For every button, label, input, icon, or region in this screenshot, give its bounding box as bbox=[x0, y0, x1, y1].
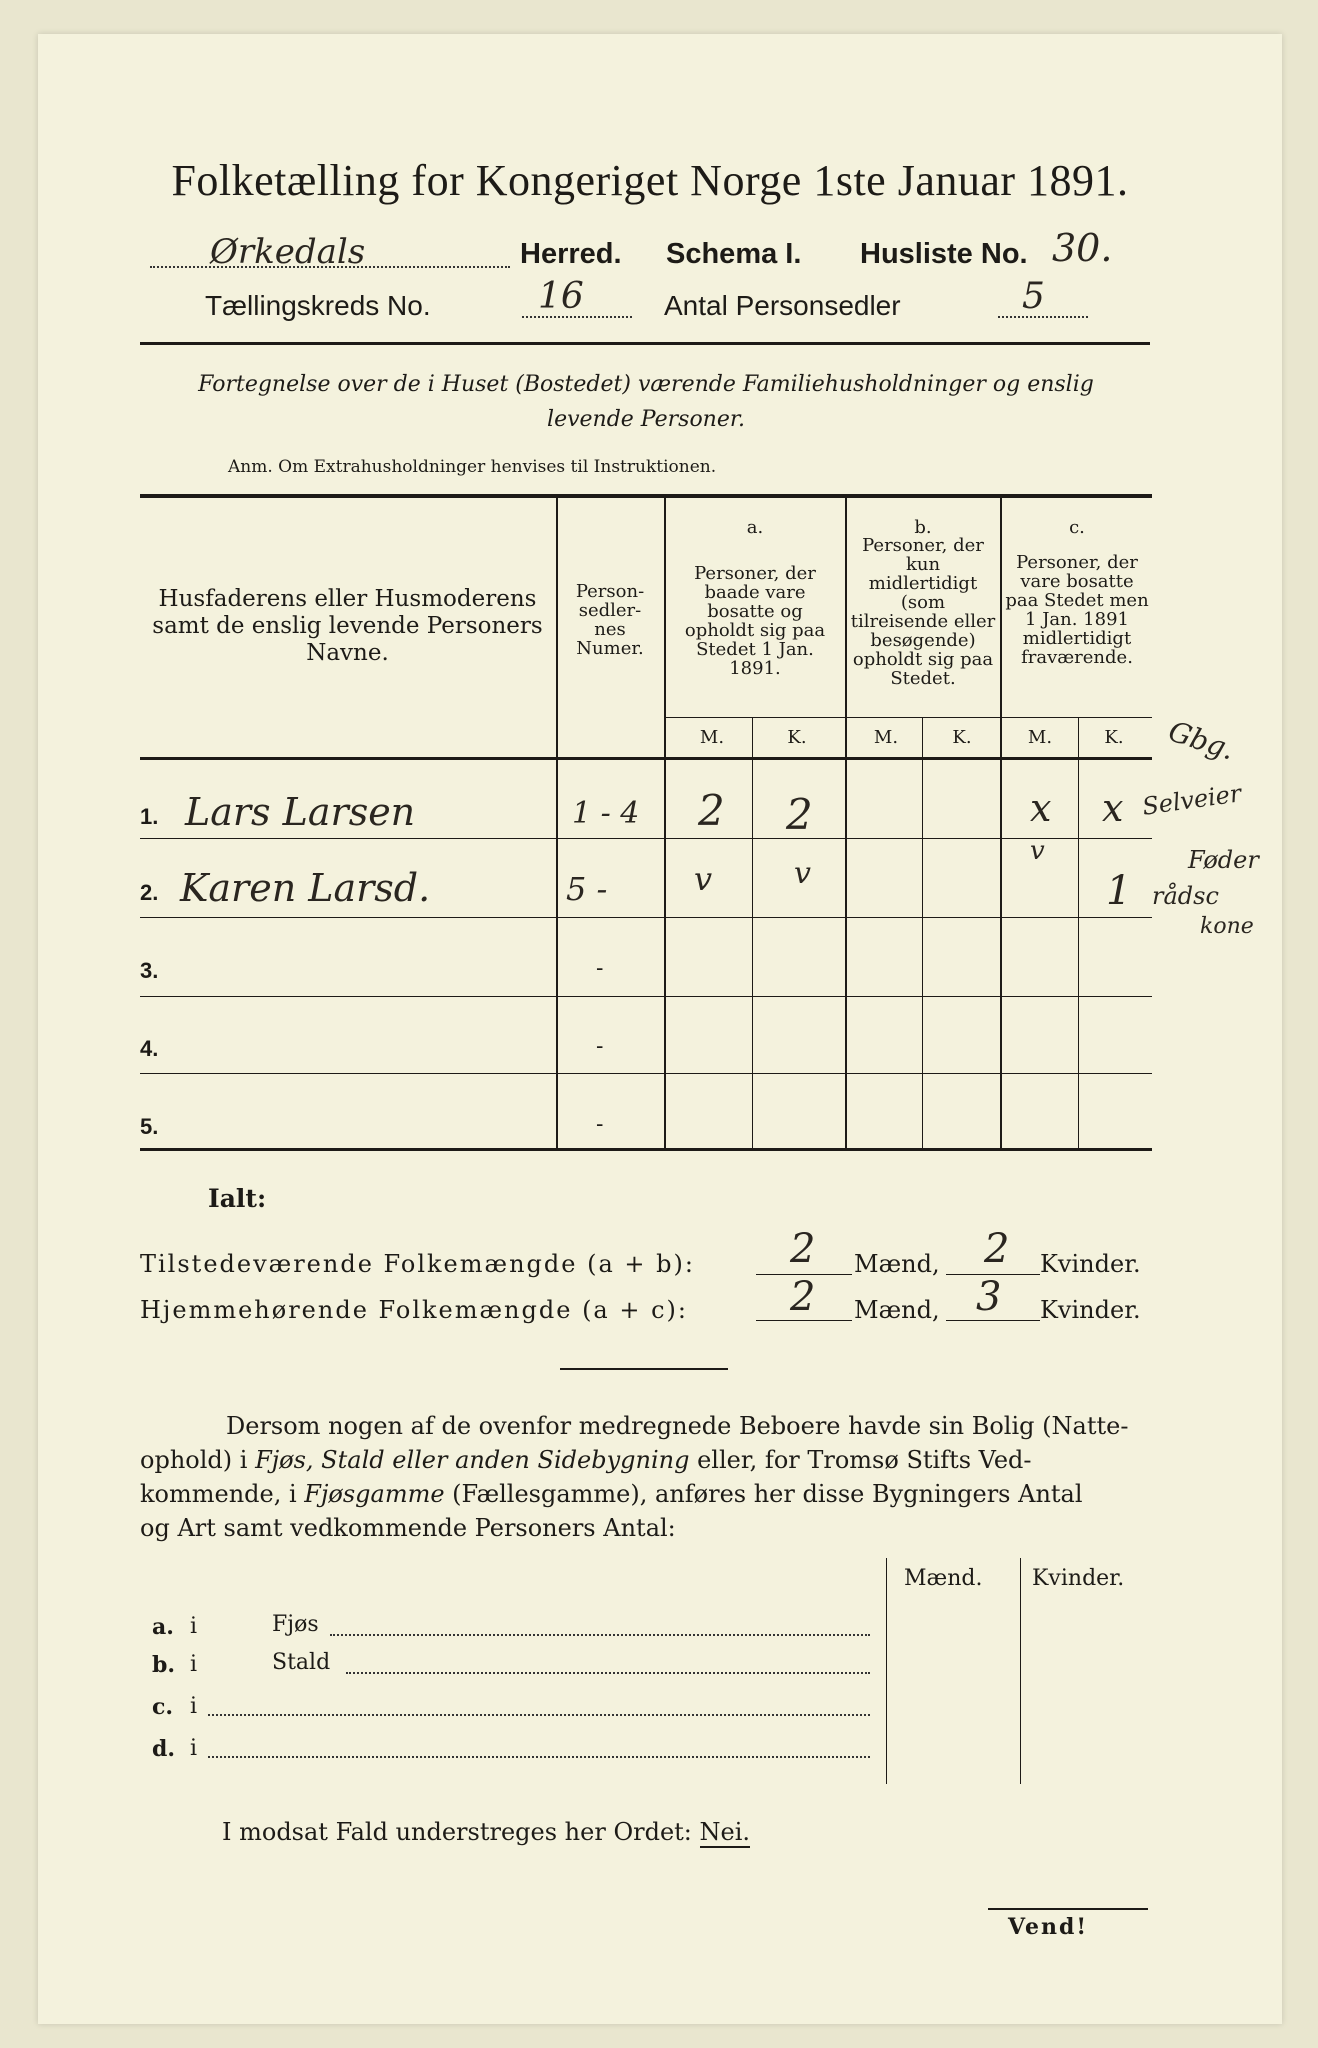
hjemme-label: Hjemmehørende Folkemængde (a + c): bbox=[140, 1296, 688, 1324]
tilstede-label: Tilstedeværende Folkemængde (a + b): bbox=[140, 1250, 695, 1278]
row-name: Karen Larsd. bbox=[180, 866, 431, 910]
vend-label: Vend! bbox=[1008, 1914, 1089, 1940]
row-num: 5 - bbox=[566, 870, 608, 908]
para-line-3: kommende, i Fjøsgamme (Fællesgamme), anføres her disse Bygningers Antal bbox=[140, 1480, 1083, 1508]
ialt-label: Ialt: bbox=[208, 1184, 267, 1213]
husliste-label: Husliste No. bbox=[860, 238, 1028, 270]
col-header-b: Personer, der kun midlertidigt (som tilreisende eller besøgende) opholdt sig paa Stedet. bbox=[850, 535, 996, 689]
modsat-text: I modsat Fald understreges her Ordet: Nei. bbox=[222, 1818, 751, 1846]
col-maend: Mænd. bbox=[904, 1566, 983, 1591]
intro-line-1: Fortegnelse over de i Huset (Bostedet) værende Familiehusholdninger og enslig bbox=[198, 372, 1094, 397]
kreds-value: 16 bbox=[538, 276, 584, 317]
table-bottom-rule bbox=[140, 1148, 1152, 1151]
margin-note: Gbg. bbox=[1164, 714, 1239, 767]
hjemme-maend: 2 bbox=[790, 1274, 816, 1320]
nei-word: Nei. bbox=[699, 1818, 751, 1846]
anm-note: Anm. Om Extrahusholdninger henvises til Instruktionen. bbox=[228, 457, 717, 477]
col-a-m: M. bbox=[699, 727, 725, 748]
col-header-num: Person-sedler-nes Numer. bbox=[575, 581, 645, 659]
col-b-k: K. bbox=[952, 727, 972, 748]
divider bbox=[560, 1368, 728, 1370]
form-title: Folketælling for Kongeriget Norge 1ste Januar 1891. bbox=[171, 156, 1129, 205]
herred-label: Herred. bbox=[520, 238, 622, 270]
col-header-name: Husfaderens eller Husmoderens samt de enslig levende Personers Navne. bbox=[152, 586, 543, 666]
row-name: Lars Larsen bbox=[185, 790, 416, 834]
col-a-k: K. bbox=[787, 727, 807, 748]
para-line-1: Dersom nogen af de ovenfor medregnede Beboere havde sin Bolig (Natte- bbox=[226, 1412, 1129, 1440]
intro-line-2: levende Personer. bbox=[547, 407, 745, 432]
col-header-a: Personer, der baade vare bosatte og opholdt sig paa Stedet 1 Jan. 1891. bbox=[684, 563, 826, 679]
census-form-page bbox=[38, 34, 1282, 2024]
margin-note: Selveier bbox=[1140, 779, 1243, 821]
col-kvinder: Kvinder. bbox=[1032, 1566, 1125, 1591]
herred-value: Ørkedals bbox=[210, 232, 366, 272]
col-c-letter: c. bbox=[1069, 517, 1085, 538]
kreds-label: Tællingskreds No. bbox=[205, 290, 431, 321]
husliste-value: 30. bbox=[1052, 226, 1113, 270]
col-header-c: Personer, der vare bosatte paa Stedet men 1 Jan. 1891 midlertidigt fraværende. bbox=[1005, 552, 1149, 668]
col-a-letter: a. bbox=[746, 517, 764, 538]
header-rule bbox=[140, 342, 1150, 345]
col-b-m: M. bbox=[873, 727, 899, 748]
para-line-4: og Art samt vedkommende Personers Antal: bbox=[140, 1514, 676, 1542]
row-num: 1 - 4 bbox=[572, 796, 640, 831]
schema-label: Schema I. bbox=[666, 238, 802, 270]
tilstede-kvinder: 2 bbox=[984, 1226, 1010, 1272]
antal-label: Antal Personsedler bbox=[664, 290, 901, 321]
margin-note: Føder bbox=[1188, 846, 1259, 874]
margin-note: kone bbox=[1200, 914, 1254, 939]
hjemme-kvinder: 3 bbox=[976, 1274, 1002, 1320]
herred-field bbox=[150, 232, 510, 272]
margin-note: rådsc bbox=[1152, 882, 1219, 910]
col-b-letter: b. bbox=[914, 517, 932, 538]
col-c-k: K. bbox=[1104, 727, 1124, 748]
col-c-m: M. bbox=[1027, 727, 1053, 748]
tilstede-maend: 2 bbox=[790, 1226, 816, 1272]
antal-value: 5 bbox=[1022, 276, 1045, 317]
para-line-2: ophold) i Fjøs, Stald eller anden Sidebygning eller, for Tromsø Stifts Ved- bbox=[140, 1446, 1032, 1474]
